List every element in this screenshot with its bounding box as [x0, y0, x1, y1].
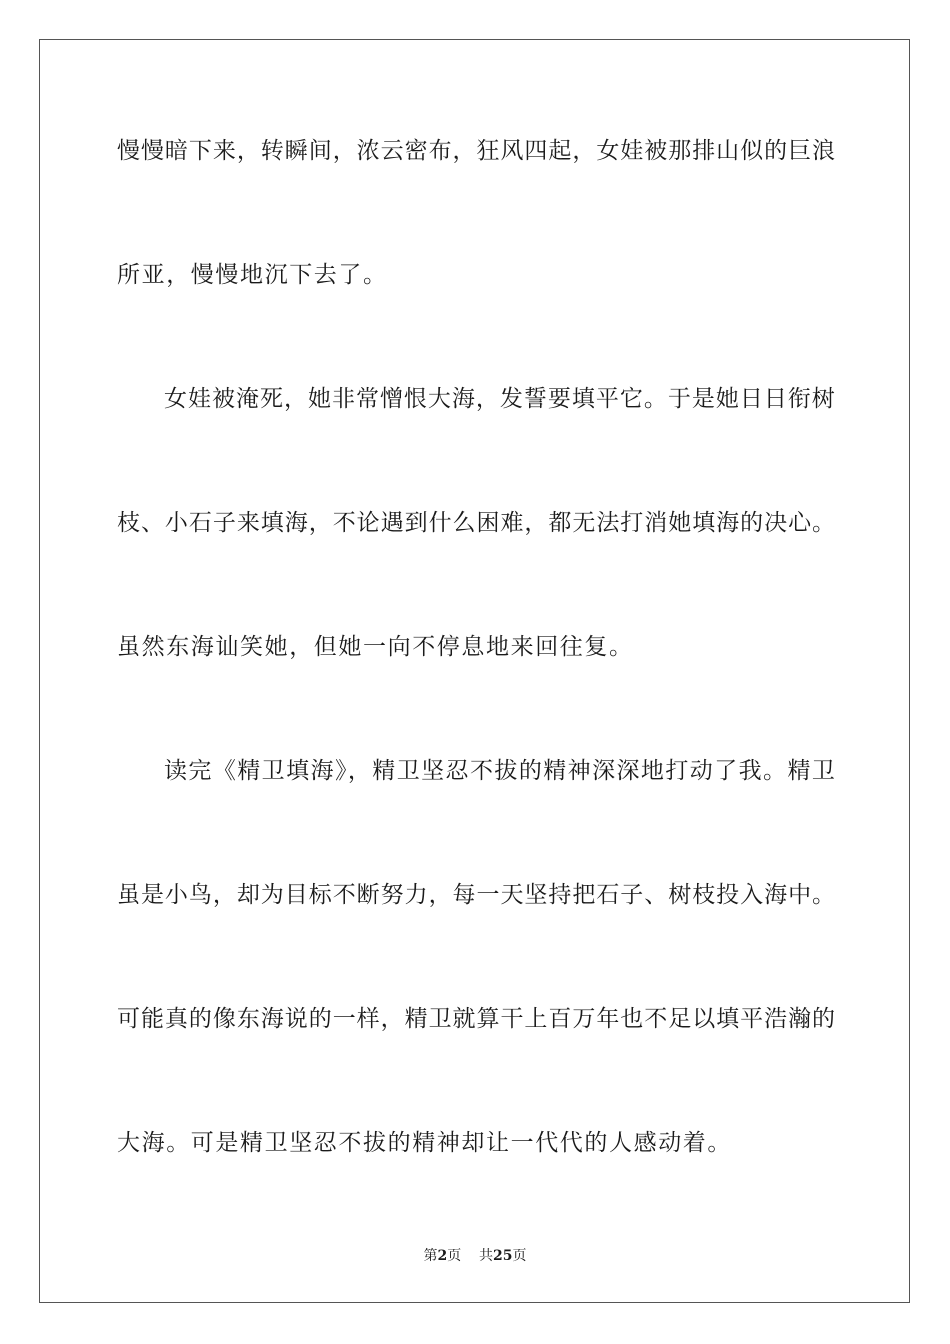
text-line-3-paragraph-start: 女娃被淹死，她非常憎恨大海，发誓要填平它。于是她日日衔树 [164, 386, 836, 412]
footer-prefix: 第 [423, 1248, 438, 1264]
footer-middle: 页 共 [447, 1248, 494, 1264]
footer-suffix: 页 [512, 1248, 527, 1264]
footer-total-pages: 25 [493, 1248, 513, 1264]
text-line-1: 慢慢暗下来，转瞬间，浓云密布，狂风四起，女娃被那排山似的巨浪 [117, 138, 836, 164]
text-line-4: 枝、小石子来填海，不论遇到什么困难，都无法打消她填海的决心。 [117, 510, 836, 536]
footer-current-page: 2 [437, 1248, 448, 1264]
page-footer [0, 1246, 950, 1266]
text-line-5: 虽然东海讪笑她，但她一向不停息地来回往复。 [117, 634, 634, 660]
text-line-9: 大海。可是精卫坚忍不拔的精神却让一代代的人感动着。 [117, 1130, 732, 1156]
page-border [39, 39, 910, 1303]
text-line-8: 可能真的像东海说的一样，精卫就算干上百万年也不足以填平浩瀚的 [117, 1006, 836, 1032]
text-line-2: 所亚，慢慢地沉下去了。 [117, 262, 388, 288]
text-line-6-paragraph-start: 读完《精卫填海》，精卫坚忍不拔的精神深深地打动了我。精卫 [164, 758, 837, 784]
text-line-7: 虽是小鸟，却为目标不断努力，每一天坚持把石子、树枝投入海中。 [117, 882, 836, 908]
